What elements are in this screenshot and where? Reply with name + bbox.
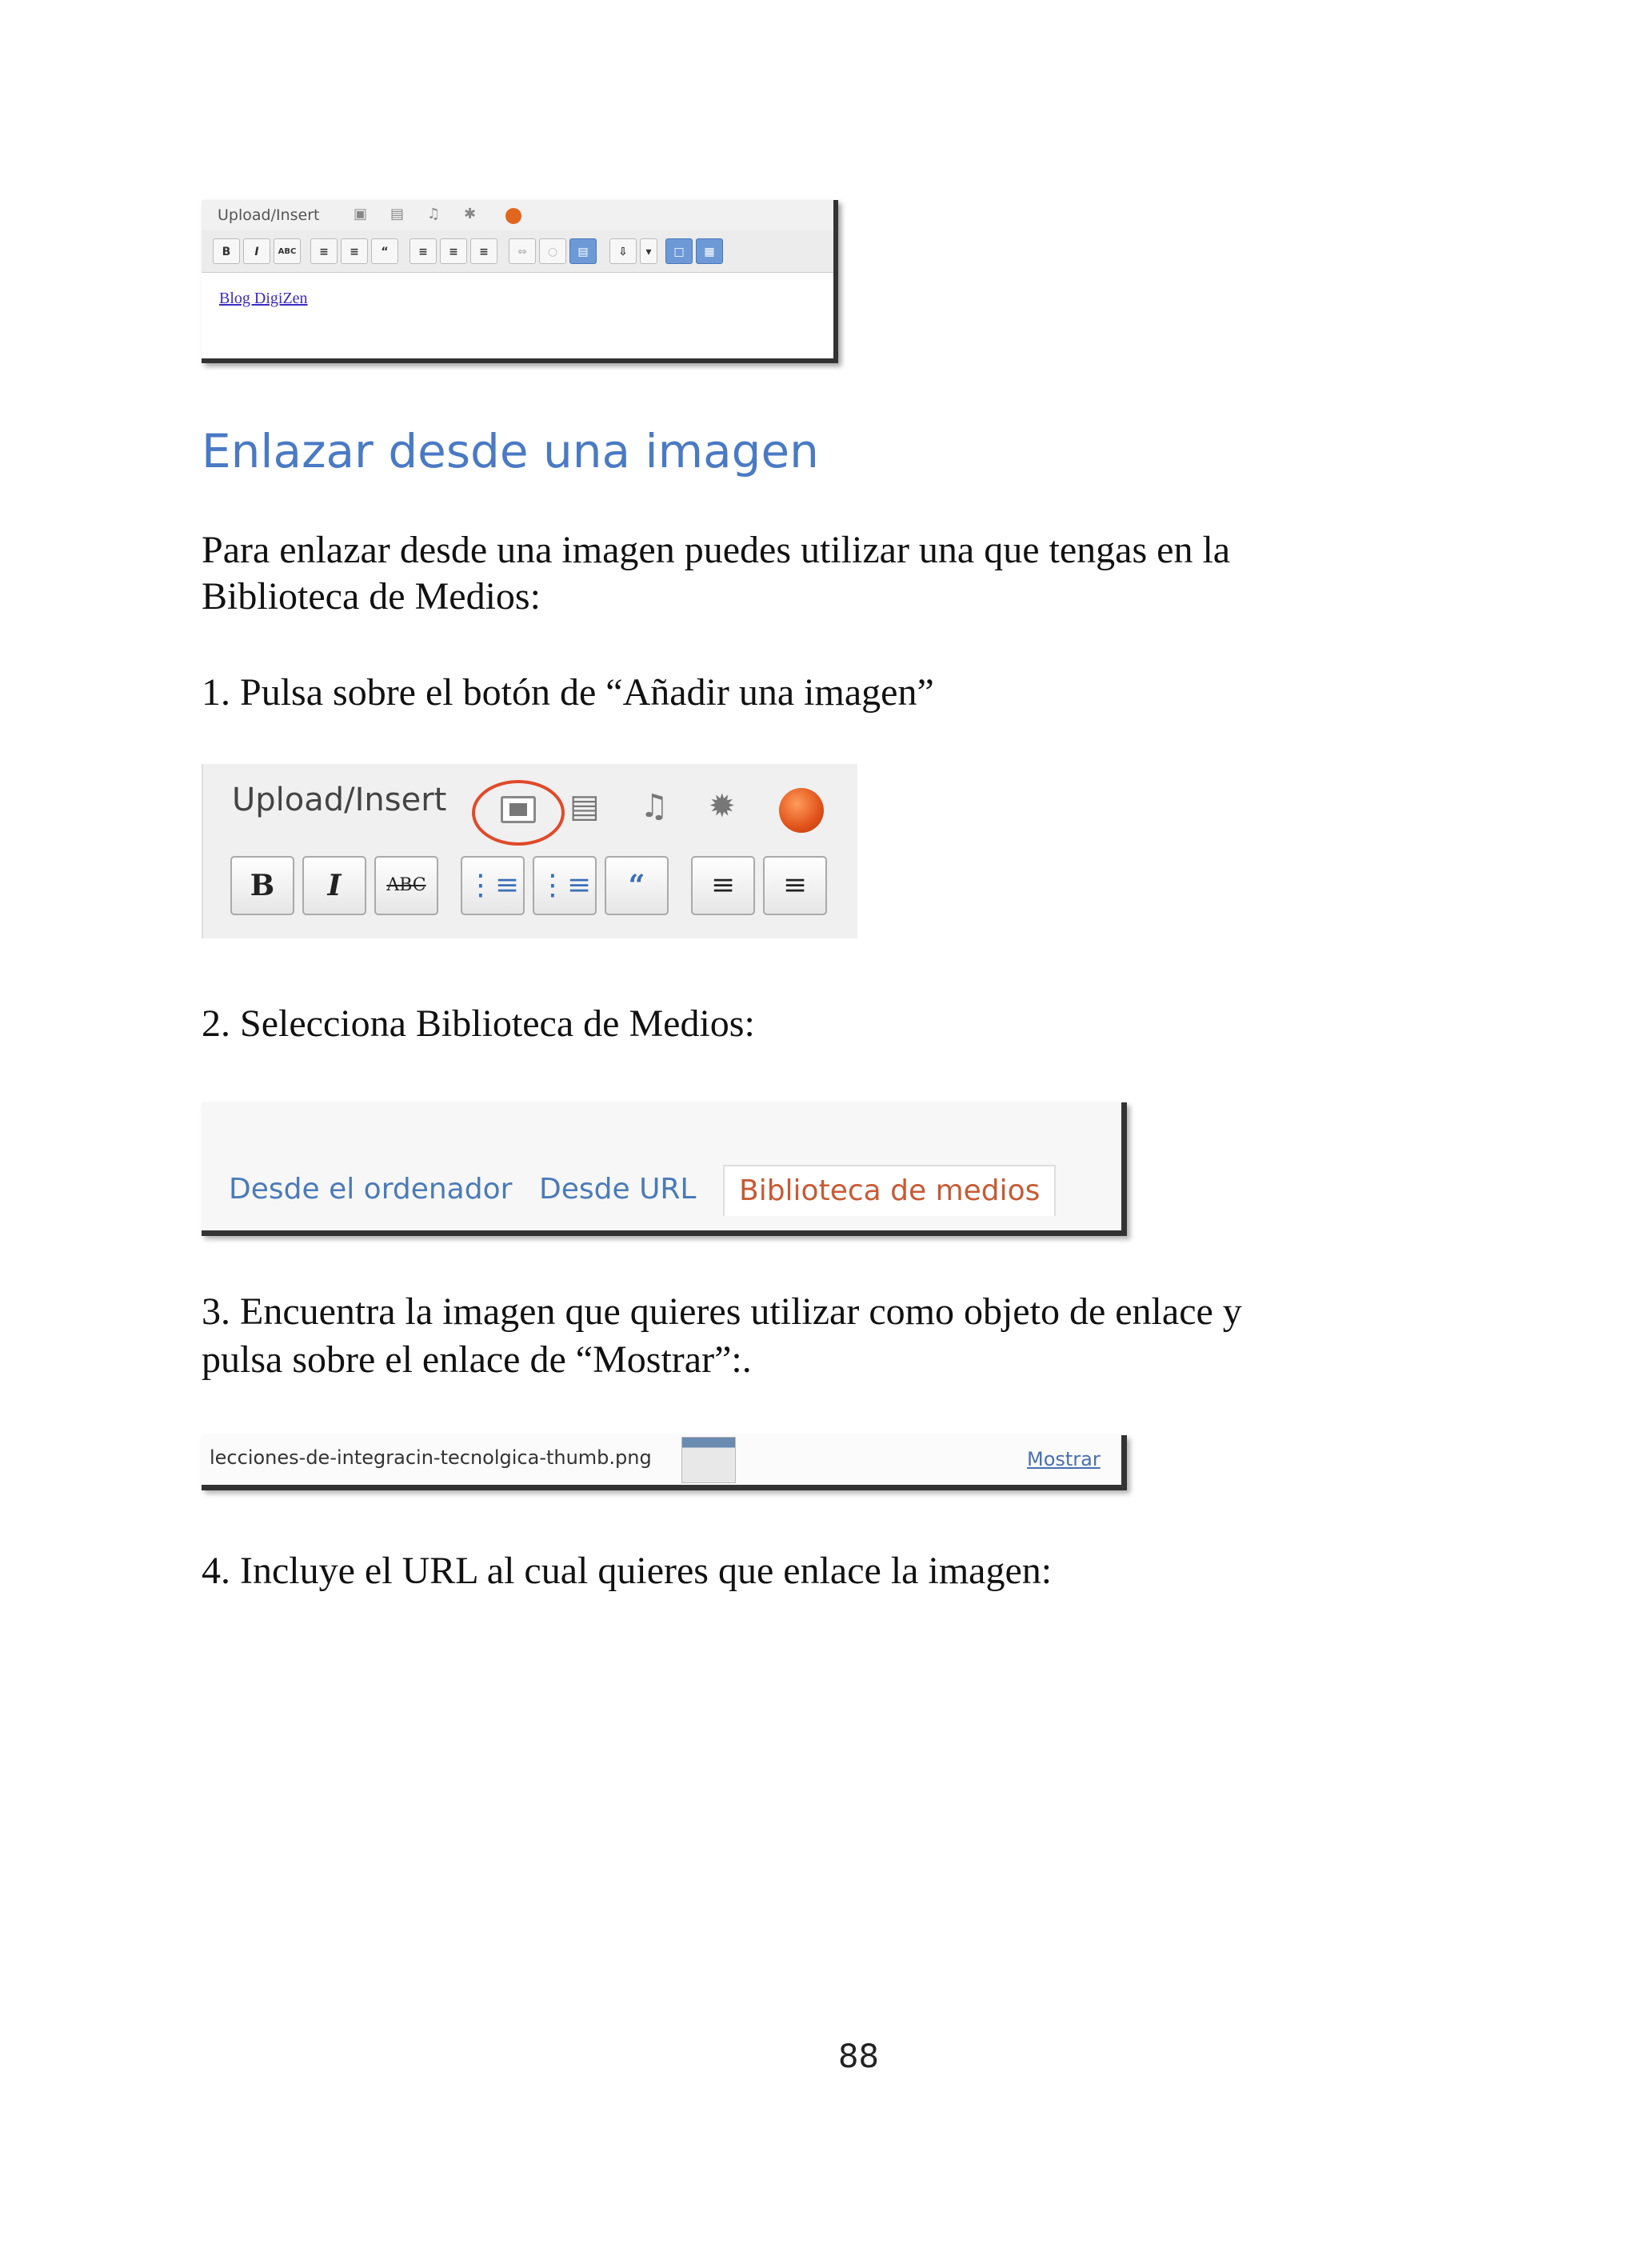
- media-file-row-screenshot: [202, 1435, 1127, 1490]
- numbered-list-button[interactable]: ⋮≡: [533, 856, 597, 915]
- link-button[interactable]: ⇔: [509, 238, 536, 264]
- music-icon[interactable]: ♫: [427, 206, 441, 222]
- upload-insert-label: Upload/Insert: [232, 782, 447, 818]
- italic-button[interactable]: I: [243, 238, 270, 264]
- highlight-circle: [472, 780, 565, 846]
- firefox-icon[interactable]: [779, 788, 824, 833]
- file-name: lecciones-de-integracin-tecnolgica-thumb.png: [210, 1446, 652, 1469]
- intro-line-1: Para enlazar desde una imagen puedes utilizar una que tengas en la: [202, 529, 1231, 571]
- step-2: 2. Selecciona Biblioteca de Medios:: [202, 1002, 755, 1045]
- step-3-line-1: 3. Encuentra la imagen que quieres utilizar como objeto de enlace y: [202, 1290, 1242, 1333]
- unlink-button[interactable]: ○: [539, 238, 566, 264]
- firefox-icon[interactable]: [505, 208, 521, 224]
- video-icon[interactable]: ▤: [569, 788, 600, 825]
- bulleted-list-button[interactable]: ≡: [310, 238, 338, 264]
- image-thumbnail: [681, 1437, 736, 1483]
- align-center-button[interactable]: ≡: [763, 856, 827, 915]
- show-link[interactable]: Mostrar: [1027, 1448, 1101, 1470]
- upload-insert-row: [202, 200, 833, 230]
- numbered-list-button[interactable]: ≡: [341, 238, 368, 264]
- fullscreen-button[interactable]: □: [665, 238, 693, 264]
- quote-button[interactable]: “: [605, 856, 669, 915]
- blog-digizen-link[interactable]: Blog DigiZen: [219, 290, 308, 307]
- media-icon[interactable]: ✱: [464, 206, 477, 222]
- tab-desde-url[interactable]: Desde URL: [539, 1173, 697, 1206]
- music-icon[interactable]: ♫: [640, 788, 669, 825]
- upload-insert-screenshot: [202, 764, 857, 938]
- step-4: 4. Incluye el URL al cual quieres que enlace la imagen:: [202, 1550, 1053, 1592]
- image-icon[interactable]: ▣: [354, 206, 368, 222]
- page-number: 88: [838, 2038, 879, 2075]
- align-left-button[interactable]: ≡: [410, 238, 437, 264]
- bold-button[interactable]: B: [213, 238, 240, 264]
- media-icon[interactable]: ✹: [709, 788, 736, 825]
- align-left-button[interactable]: ≡: [691, 856, 755, 915]
- editor-screenshot-small: [202, 200, 838, 363]
- formatting-toolbar: [202, 230, 833, 273]
- italic-button[interactable]: I: [302, 856, 366, 915]
- intro-line-2: Biblioteca de Medios:: [202, 575, 541, 618]
- step-3-line-2: pulsa sobre el enlace de “Mostrar”:.: [202, 1338, 752, 1381]
- upload-insert-label: Upload/Insert: [218, 206, 320, 224]
- bold-button[interactable]: B: [230, 856, 294, 915]
- media-tabs-screenshot: [202, 1102, 1127, 1236]
- video-icon[interactable]: ▤: [390, 206, 405, 222]
- tab-biblioteca-de-medios[interactable]: Biblioteca de medios: [723, 1165, 1056, 1216]
- quote-button[interactable]: “: [371, 238, 398, 264]
- align-right-button[interactable]: ≡: [470, 238, 497, 264]
- bulleted-list-button[interactable]: ⋮≡: [461, 856, 525, 915]
- align-center-button[interactable]: ≡: [440, 238, 467, 264]
- spellcheck-dropdown[interactable]: ▾: [640, 238, 657, 264]
- section-heading: Enlazar desde una imagen: [202, 424, 819, 478]
- spellcheck-button[interactable]: ⇩: [609, 238, 637, 264]
- strikethrough-button[interactable]: ABC: [374, 856, 438, 915]
- step-1: 1. Pulsa sobre el botón de “Añadir una imagen”: [202, 671, 934, 714]
- tab-desde-el-ordenador[interactable]: Desde el ordenador: [229, 1173, 513, 1206]
- kitchen-sink-button[interactable]: ▦: [696, 238, 723, 264]
- more-button[interactable]: ▤: [569, 238, 597, 264]
- strikethrough-button[interactable]: ABC: [274, 238, 301, 264]
